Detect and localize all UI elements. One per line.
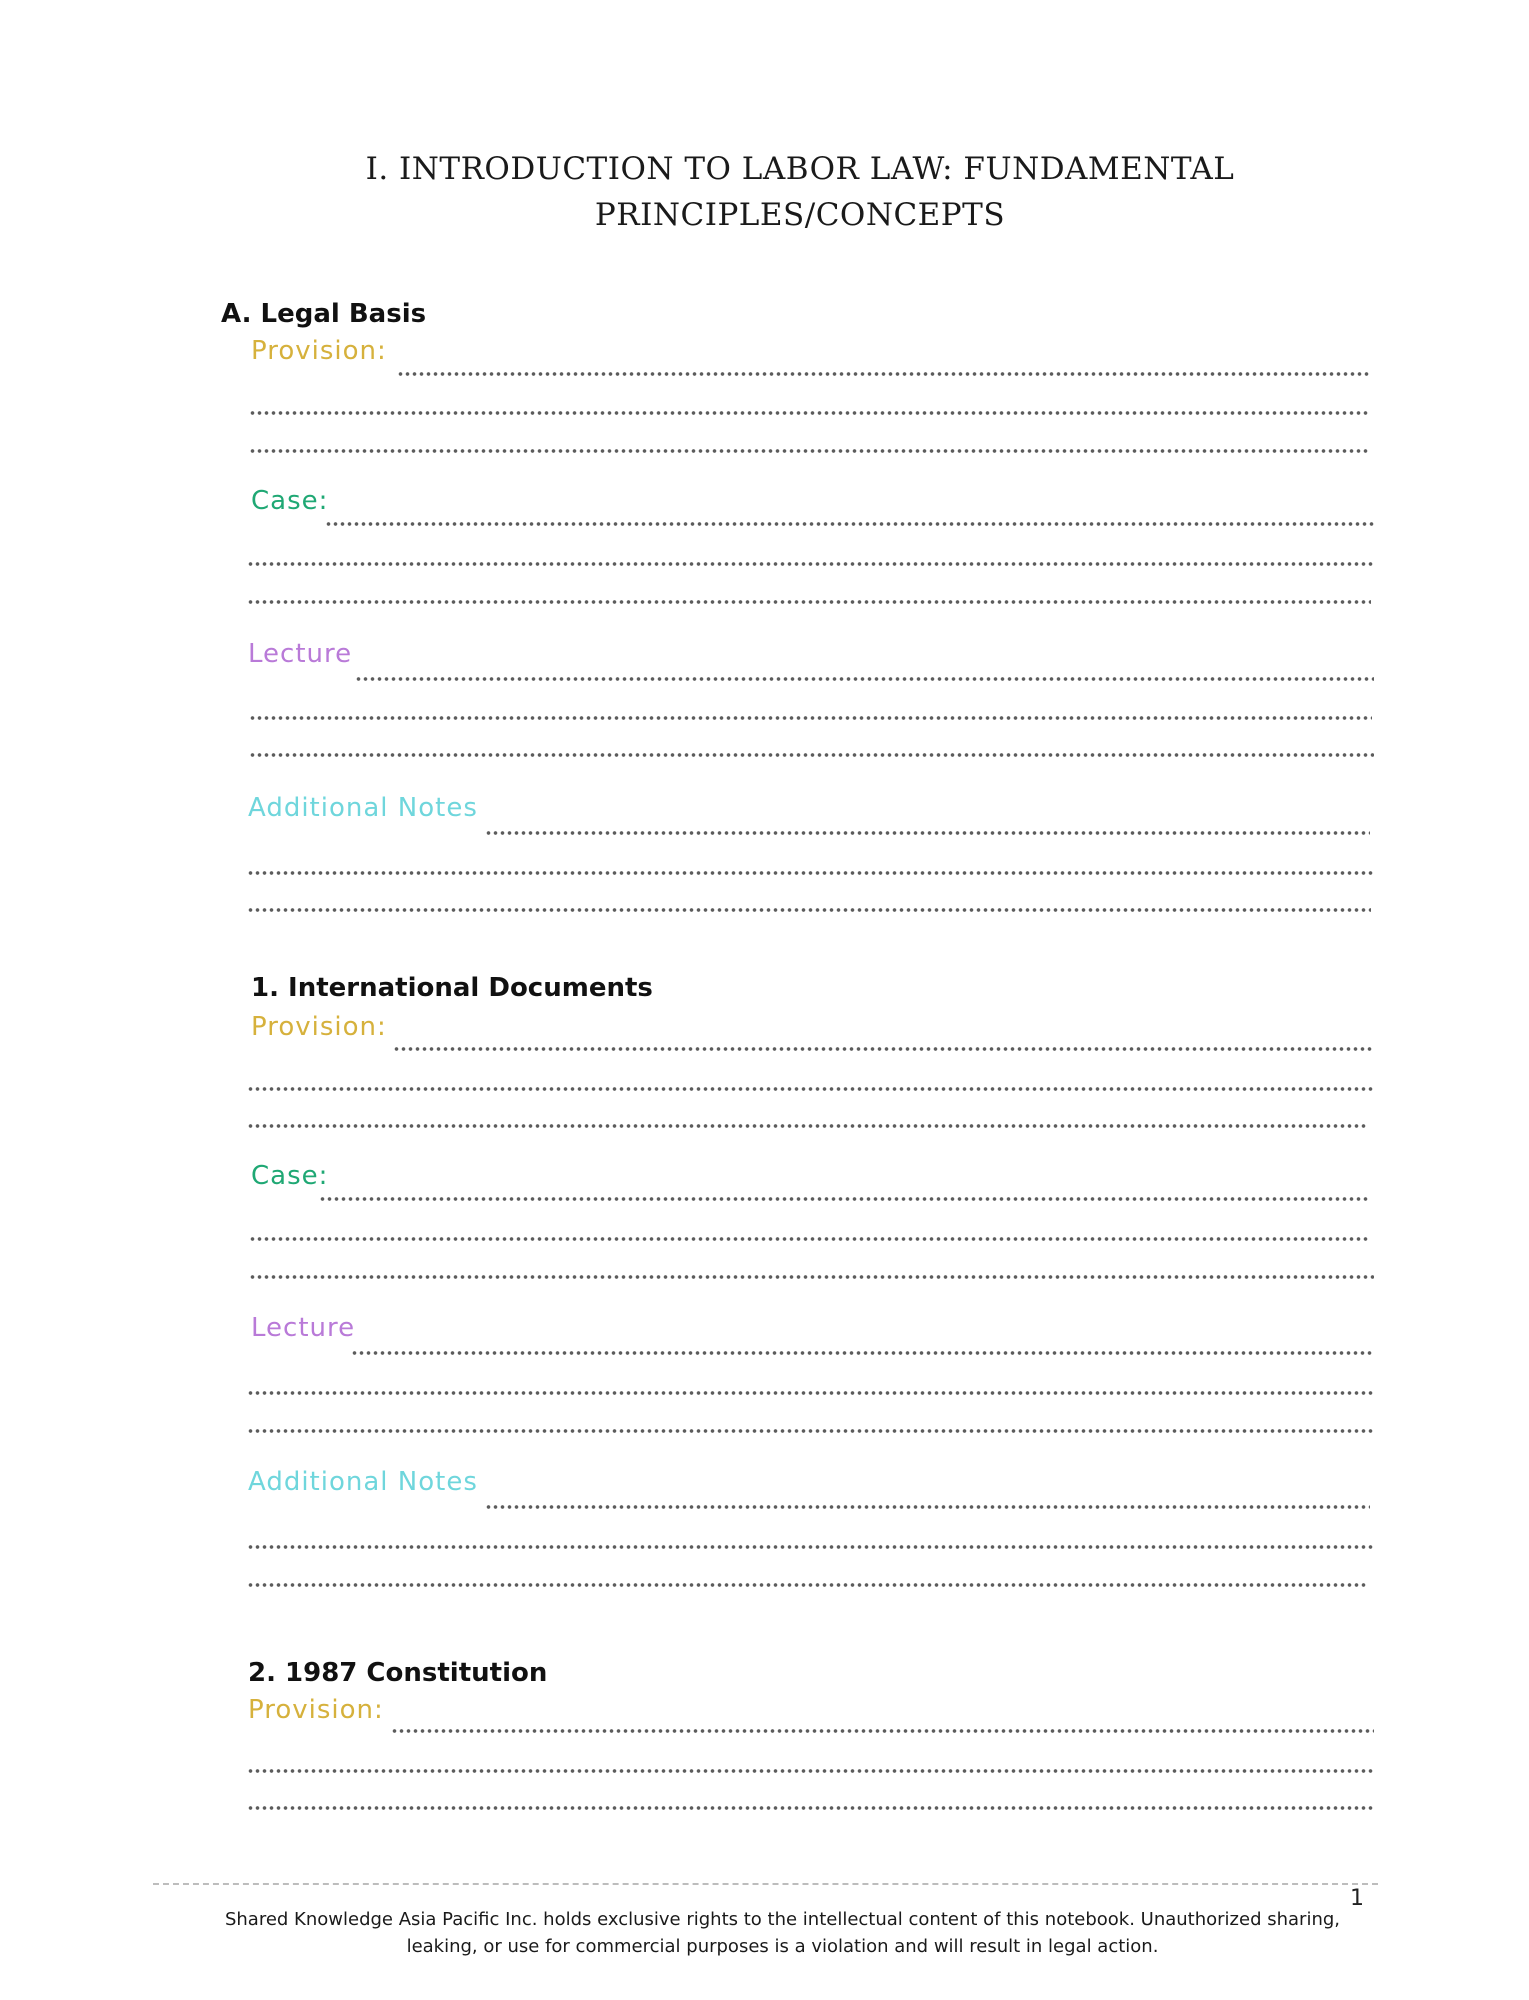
case-writing-line[interactable] <box>247 562 1374 566</box>
provision-writing-line[interactable] <box>247 1124 1368 1128</box>
provision-label: Provision: <box>248 1695 384 1725</box>
additional-notes-writing-line[interactable] <box>247 1583 1368 1587</box>
provision-writing-line[interactable] <box>249 411 1370 415</box>
case-writing-line[interactable] <box>247 600 1371 604</box>
page-number: 1 <box>1350 1886 1364 1911</box>
case-label: Case: <box>251 1161 329 1191</box>
lecture-writing-line[interactable] <box>249 716 1372 720</box>
provision-writing-line[interactable] <box>247 1087 1374 1091</box>
case-writing-line[interactable] <box>249 1275 1374 1279</box>
section-heading-international-documents: 1. International Documents <box>251 973 653 1003</box>
lecture-writing-line[interactable] <box>247 1429 1374 1433</box>
provision-writing-line[interactable] <box>249 449 1370 453</box>
lecture-writing-line[interactable] <box>247 1391 1374 1395</box>
lecture-writing-line[interactable] <box>355 677 1374 681</box>
copyright-notice-line-2: leaking, or use for commercial purposes is a violation and will result in legal action. <box>406 1936 1159 1957</box>
page-title-line-2: PRINCIPLES/CONCEPTS <box>594 197 1006 233</box>
additional-notes-label: Additional Notes <box>248 1467 478 1497</box>
page-title <box>0 146 1529 238</box>
copyright-notice-line-1: Shared Knowledge Asia Pacific Inc. holds exclusive rights to the intellectual content of this notebook. Unauthorized sharing, <box>224 1909 1341 1930</box>
provision-label: Provision: <box>251 1012 387 1042</box>
copyright-notice <box>200 1906 1365 1960</box>
page-title-line-1: I. INTRODUCTION TO LABOR LAW: FUNDAMENTAL <box>365 151 1235 187</box>
case-writing-line[interactable] <box>319 1197 1370 1201</box>
lecture-writing-line[interactable] <box>249 753 1374 757</box>
additional-notes-writing-line[interactable] <box>247 908 1371 912</box>
lecture-label: Lecture <box>251 1313 356 1343</box>
additional-notes-writing-line[interactable] <box>485 831 1370 835</box>
additional-notes-writing-line[interactable] <box>485 1505 1370 1509</box>
case-writing-line[interactable] <box>249 1237 1370 1241</box>
provision-writing-line[interactable] <box>397 372 1370 376</box>
case-label: Case: <box>251 486 329 516</box>
additional-notes-writing-line[interactable] <box>247 1545 1374 1549</box>
additional-notes-writing-line[interactable] <box>247 871 1374 875</box>
provision-writing-line[interactable] <box>247 1769 1374 1773</box>
provision-label: Provision: <box>251 336 387 366</box>
section-heading-legal-basis: A. Legal Basis <box>221 299 427 329</box>
case-writing-line[interactable] <box>325 522 1374 526</box>
section-heading-1987-constitution: 2. 1987 Constitution <box>248 1658 548 1688</box>
provision-writing-line[interactable] <box>391 1729 1374 1733</box>
provision-writing-line[interactable] <box>247 1806 1374 1810</box>
additional-notes-label: Additional Notes <box>248 793 478 823</box>
lecture-label: Lecture <box>248 639 353 669</box>
footer-divider <box>153 1883 1378 1885</box>
provision-writing-line[interactable] <box>393 1047 1374 1051</box>
lecture-writing-line[interactable] <box>351 1351 1372 1355</box>
